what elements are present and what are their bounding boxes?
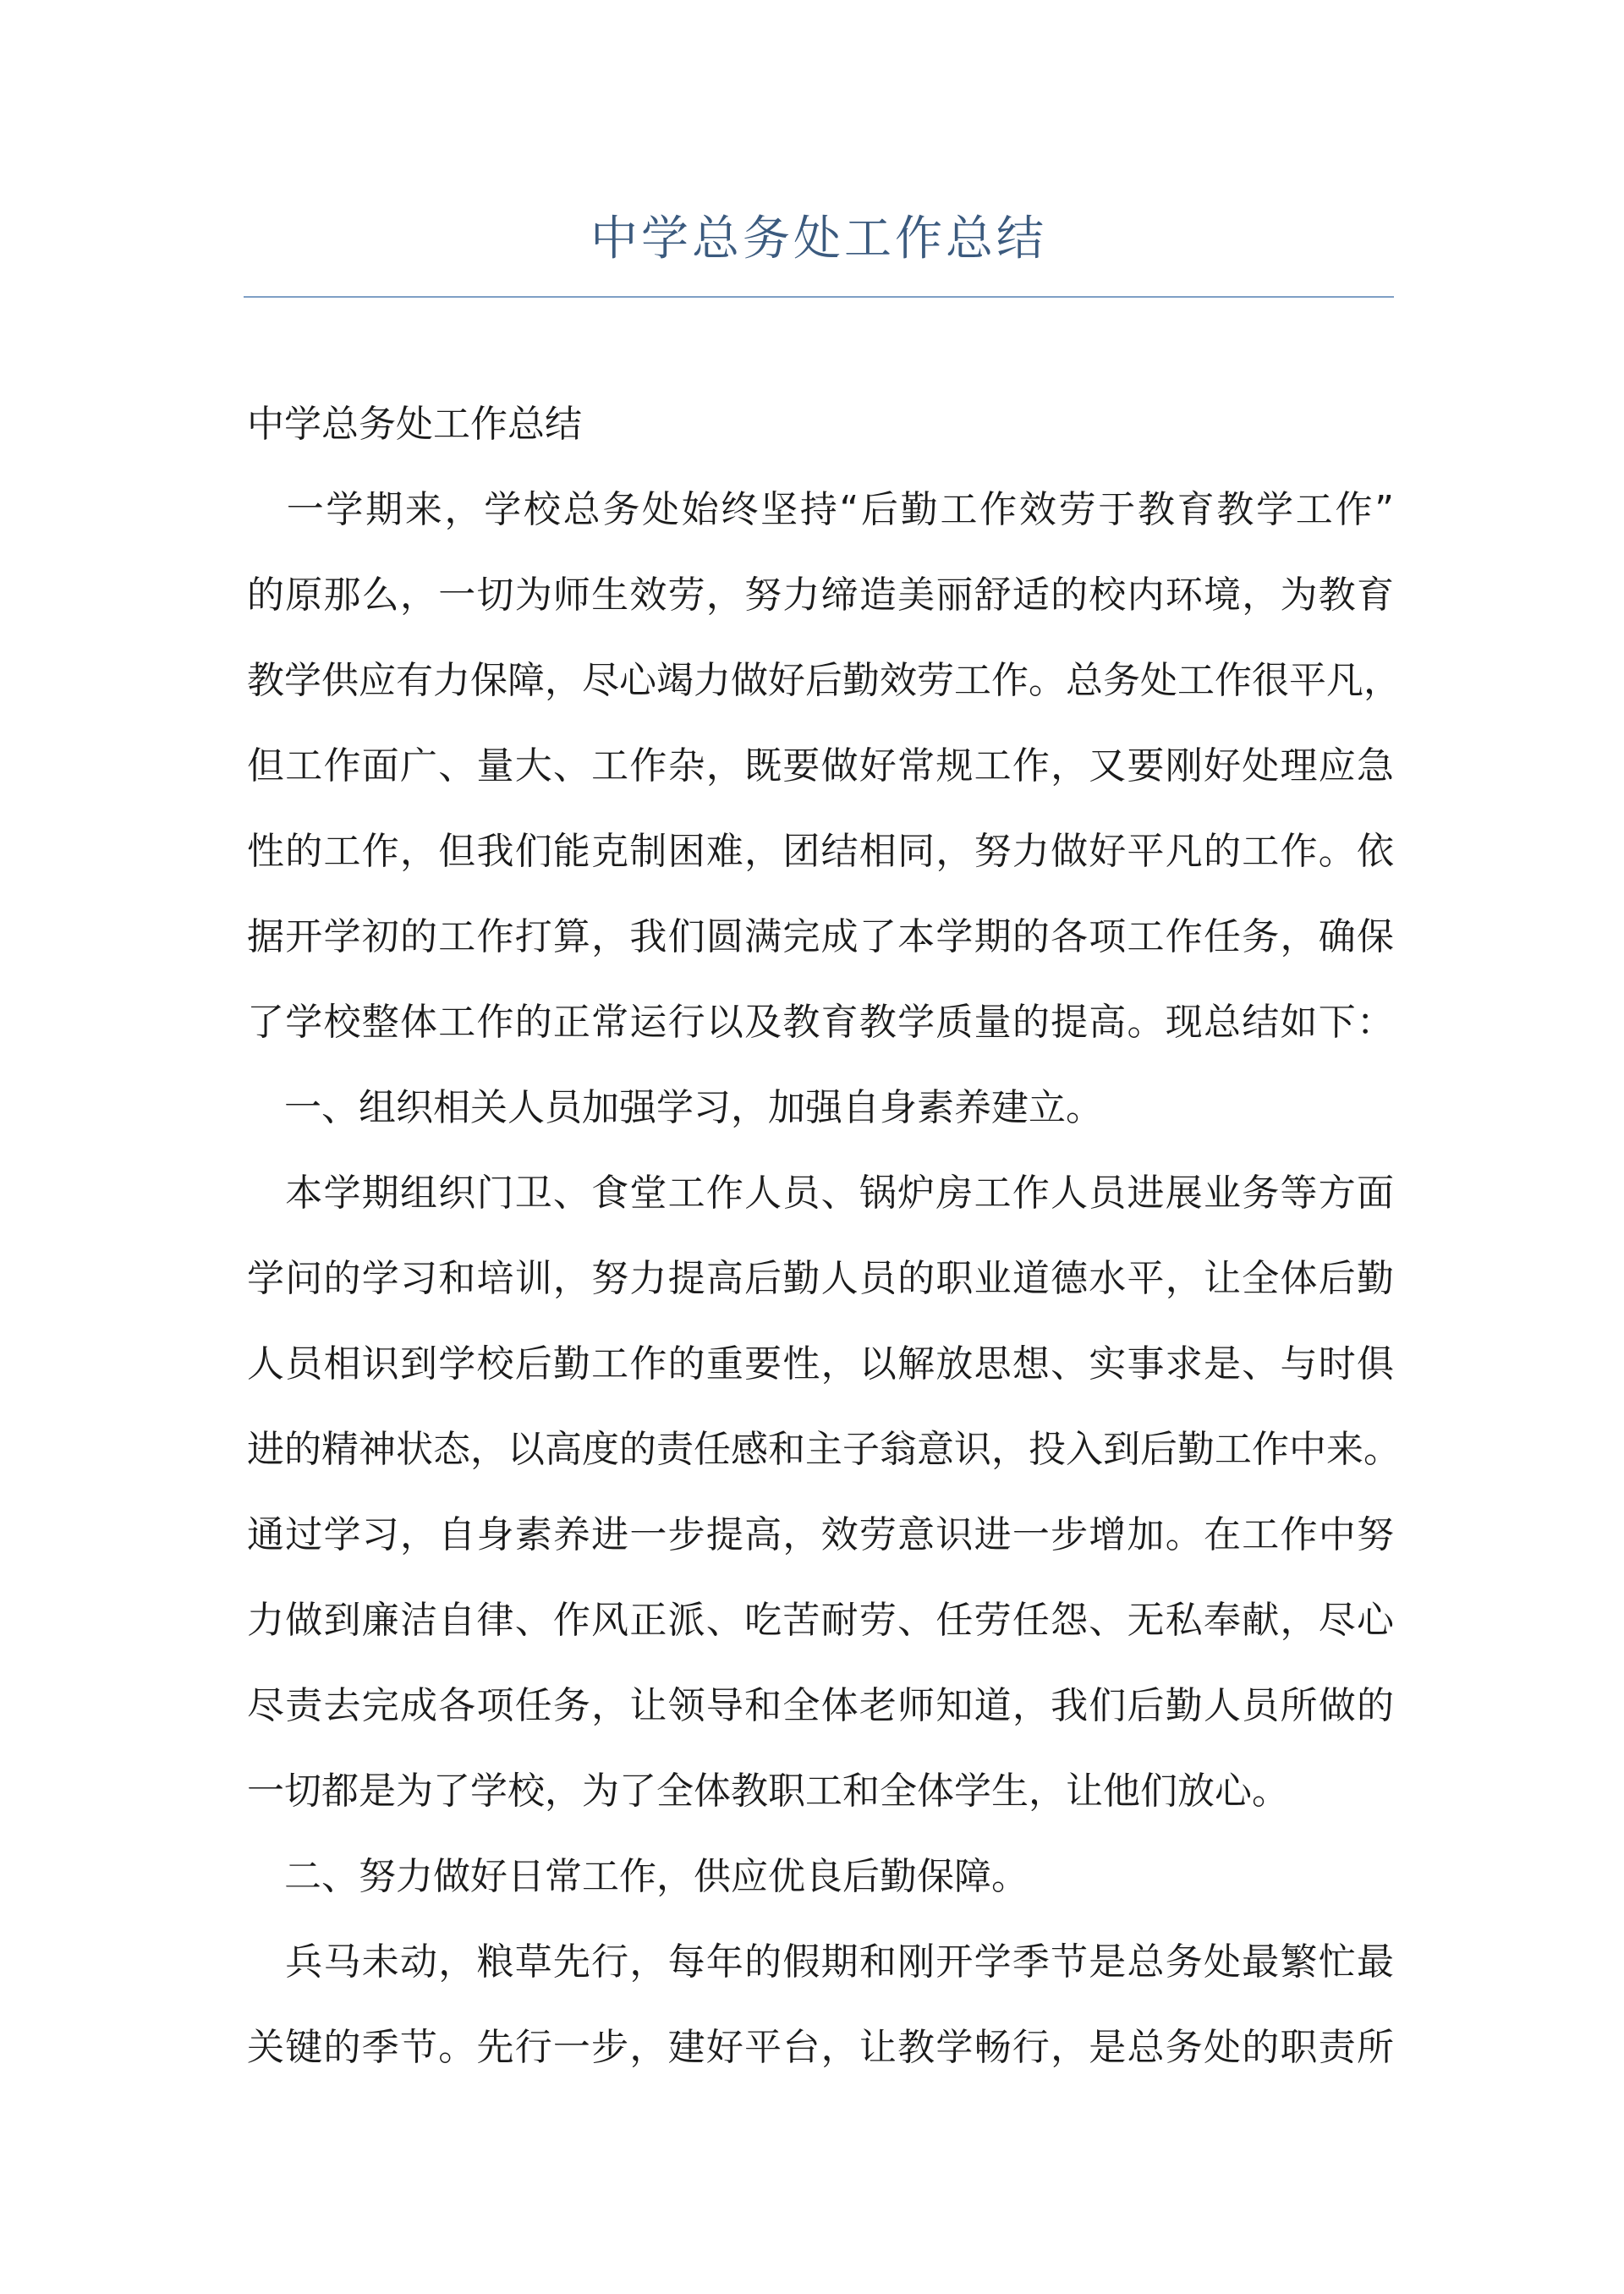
paragraph-line: 通过学习，自身素养进一步提高，效劳意识进一步增加。在工作中努 [247, 1513, 1394, 1556]
paragraph-line: 一、组织相关人员加强学习，加强自身素养建立。 [247, 1086, 1103, 1129]
paragraph-line: 二、努力做好日常工作，供应优良后勤保障。 [247, 1855, 1029, 1898]
paragraph-line: 但工作面广、量大、工作杂，既要做好常规工作，又要刚好处理应急 [247, 744, 1394, 788]
paragraph-line: 力做到廉洁自律、作风正派、吃苦耐劳、任劳任怨、无私奉献，尽心 [247, 1599, 1394, 1642]
paragraph-line: 兵马未动，粮草先行，每年的假期和刚开学季节是总务处最繁忙最 [247, 1940, 1394, 1984]
paragraph-line: 据开学初的工作打算，我们圆满完成了本学期的各项工作任务，确保 [247, 915, 1394, 958]
paragraph-line: 一学期来，学校总务处始终坚持“后勤工作效劳于教育教学工作” [247, 488, 1394, 531]
document-body [247, 381, 1401, 2090]
paragraph-line: 中学总务处工作总结 [247, 403, 582, 446]
document-title: 中学总务处工作总结 [590, 211, 1047, 266]
paragraph-line: 学问的学习和培训，努力提高后勤人员的职业道德水平，让全体后勤 [247, 1257, 1394, 1300]
paragraph-line: 教学供应有力保障，尽心竭力做好后勤效劳工作。总务处工作很平凡， [247, 659, 1401, 702]
paragraph-line: 一切都是为了学校，为了全体教职工和全体学生，让他们放心。 [247, 1770, 1289, 1813]
paragraph-line: 的原那么，一切为师生效劳，努力缔造美丽舒适的校内环境，为教育 [247, 574, 1394, 617]
paragraph-line: 进的精神状态，以高度的责任感和主子翁意识，投入到后勤工作中来。 [247, 1428, 1401, 1471]
paragraph-line: 了学校整体工作的正常运行以及教育教学质量的提高。现总结如下： [247, 1001, 1394, 1044]
paragraph-line: 关键的季节。先行一步，建好平台，让教学畅行，是总务处的职责所 [247, 2026, 1394, 2069]
paragraph-line: 本学期组织门卫、食堂工作人员、锅炉房工作人员进展业务等方面 [247, 1172, 1394, 1215]
paragraph-line: 人员相识到学校后勤工作的重要性，以解放思想、实事求是、与时俱 [247, 1342, 1394, 1386]
title-underline [244, 296, 1394, 298]
paragraph-line: 性的工作，但我们能克制困难，团结相同，努力做好平凡的工作。依 [247, 830, 1394, 873]
paragraph-line: 尽责去完成各项任务，让领导和全体老师知道，我们后勤人员所做的 [247, 1684, 1394, 1727]
